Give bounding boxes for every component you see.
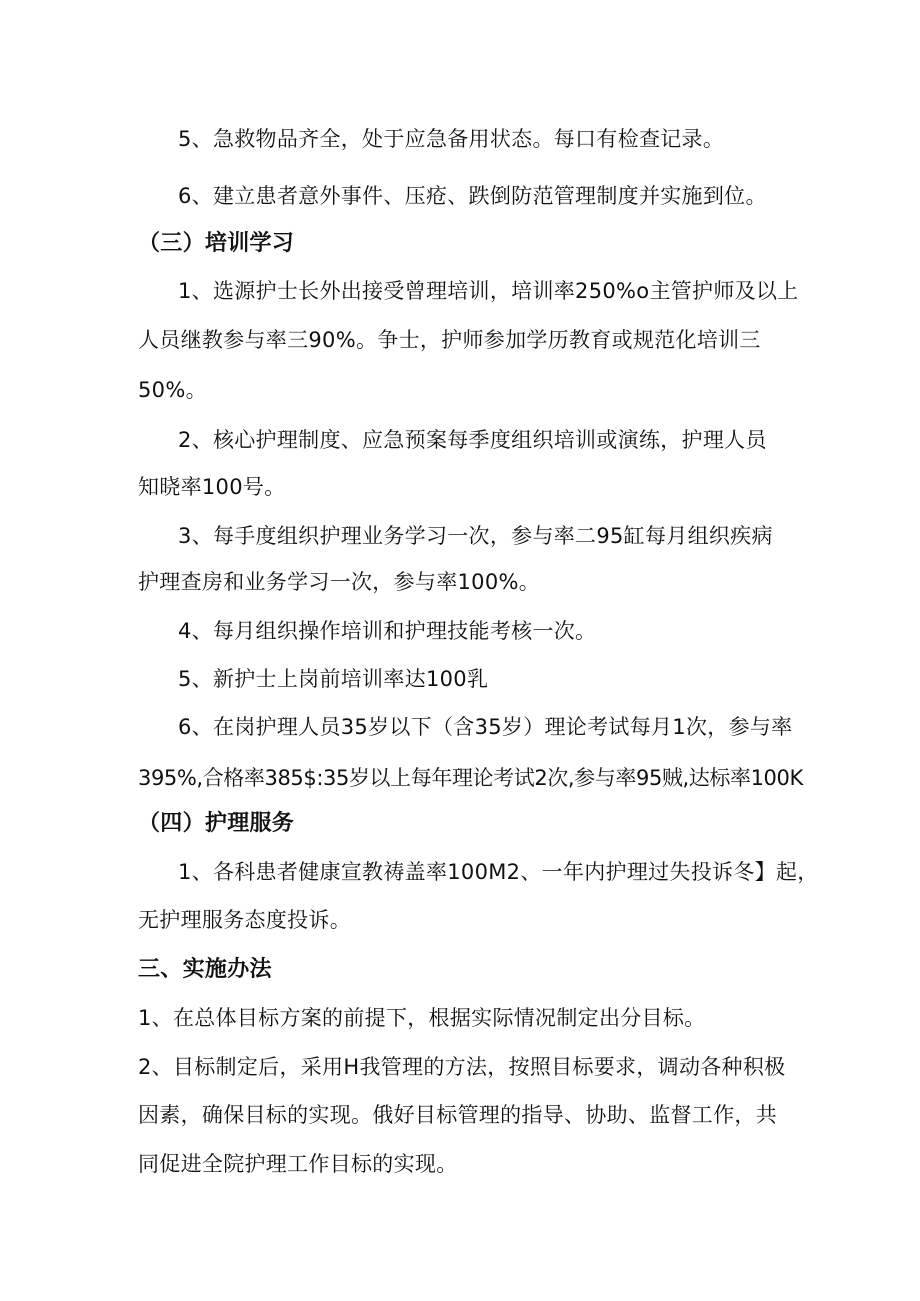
paragraph-line: 因素，确保目标的实现。俄好目标管理的指导、协助、监督工作，共 [138,1103,777,1127]
paragraph-line: 人员继教参与率三90%。争士，护师参加学历教育或规范化培训三 [138,328,761,352]
paragraph-line: 2、核心护理制度、应急预案每季度组织培训或演练，护理人员 [178,428,767,452]
paragraph-line: 1、在总体目标方案的前提下，根据实际情况制定出分目标。 [138,1006,706,1030]
section-heading: 三、实施办法 [138,957,272,982]
section-heading: （三）培训学习 [138,231,295,256]
paragraph-line: 知晓率100号。 [138,475,286,499]
paragraph-line: 无护理服务态度投诉。 [138,908,351,932]
paragraph-line: 3、每手度组织护理业务学习一次，参与率二95缸每月组织疾病 [178,524,773,548]
paragraph-line: 5、新护士上岗前培训率达100乳 [178,667,489,691]
paragraph-line: 2、目标制定后，采用H我管理的方法，按照目标要求，调动各种积极 [138,1055,786,1079]
paragraph-line: 395%,合格率385$:35岁以上每年理论考试2次,参与率95贼,达标率100K [138,766,803,790]
paragraph-line: 1、选源护士长外出接受曾理培训，培训率250%o主管护师及以上 [178,279,799,303]
paragraph-line: 50%。 [138,378,207,402]
paragraph-line: 6、在岗护理人员35岁以下（含35岁）理论考试每月1次，参与率 [178,715,793,739]
paragraph-line: 1、各科患者健康宣教祷盖率100M2、一年内护理过失投诉冬】起， [178,860,819,884]
section-heading: （四）护理服务 [138,811,295,836]
paragraph-line: 同促进全院护理工作目标的实现。 [138,1152,458,1176]
paragraph-line: 6、建立患者意外事件、压疮、跌倒防范管理制度并实施到位。 [178,184,767,208]
paragraph-line: 护理查房和业务学习一次，参与率100%。 [138,570,541,594]
paragraph-line: 5、急救物品齐全，处于应急备用状态。每口有检查记录。 [178,127,725,151]
paragraph-line: 4、每月组织操作培训和护理技能考核一次。 [178,619,597,643]
